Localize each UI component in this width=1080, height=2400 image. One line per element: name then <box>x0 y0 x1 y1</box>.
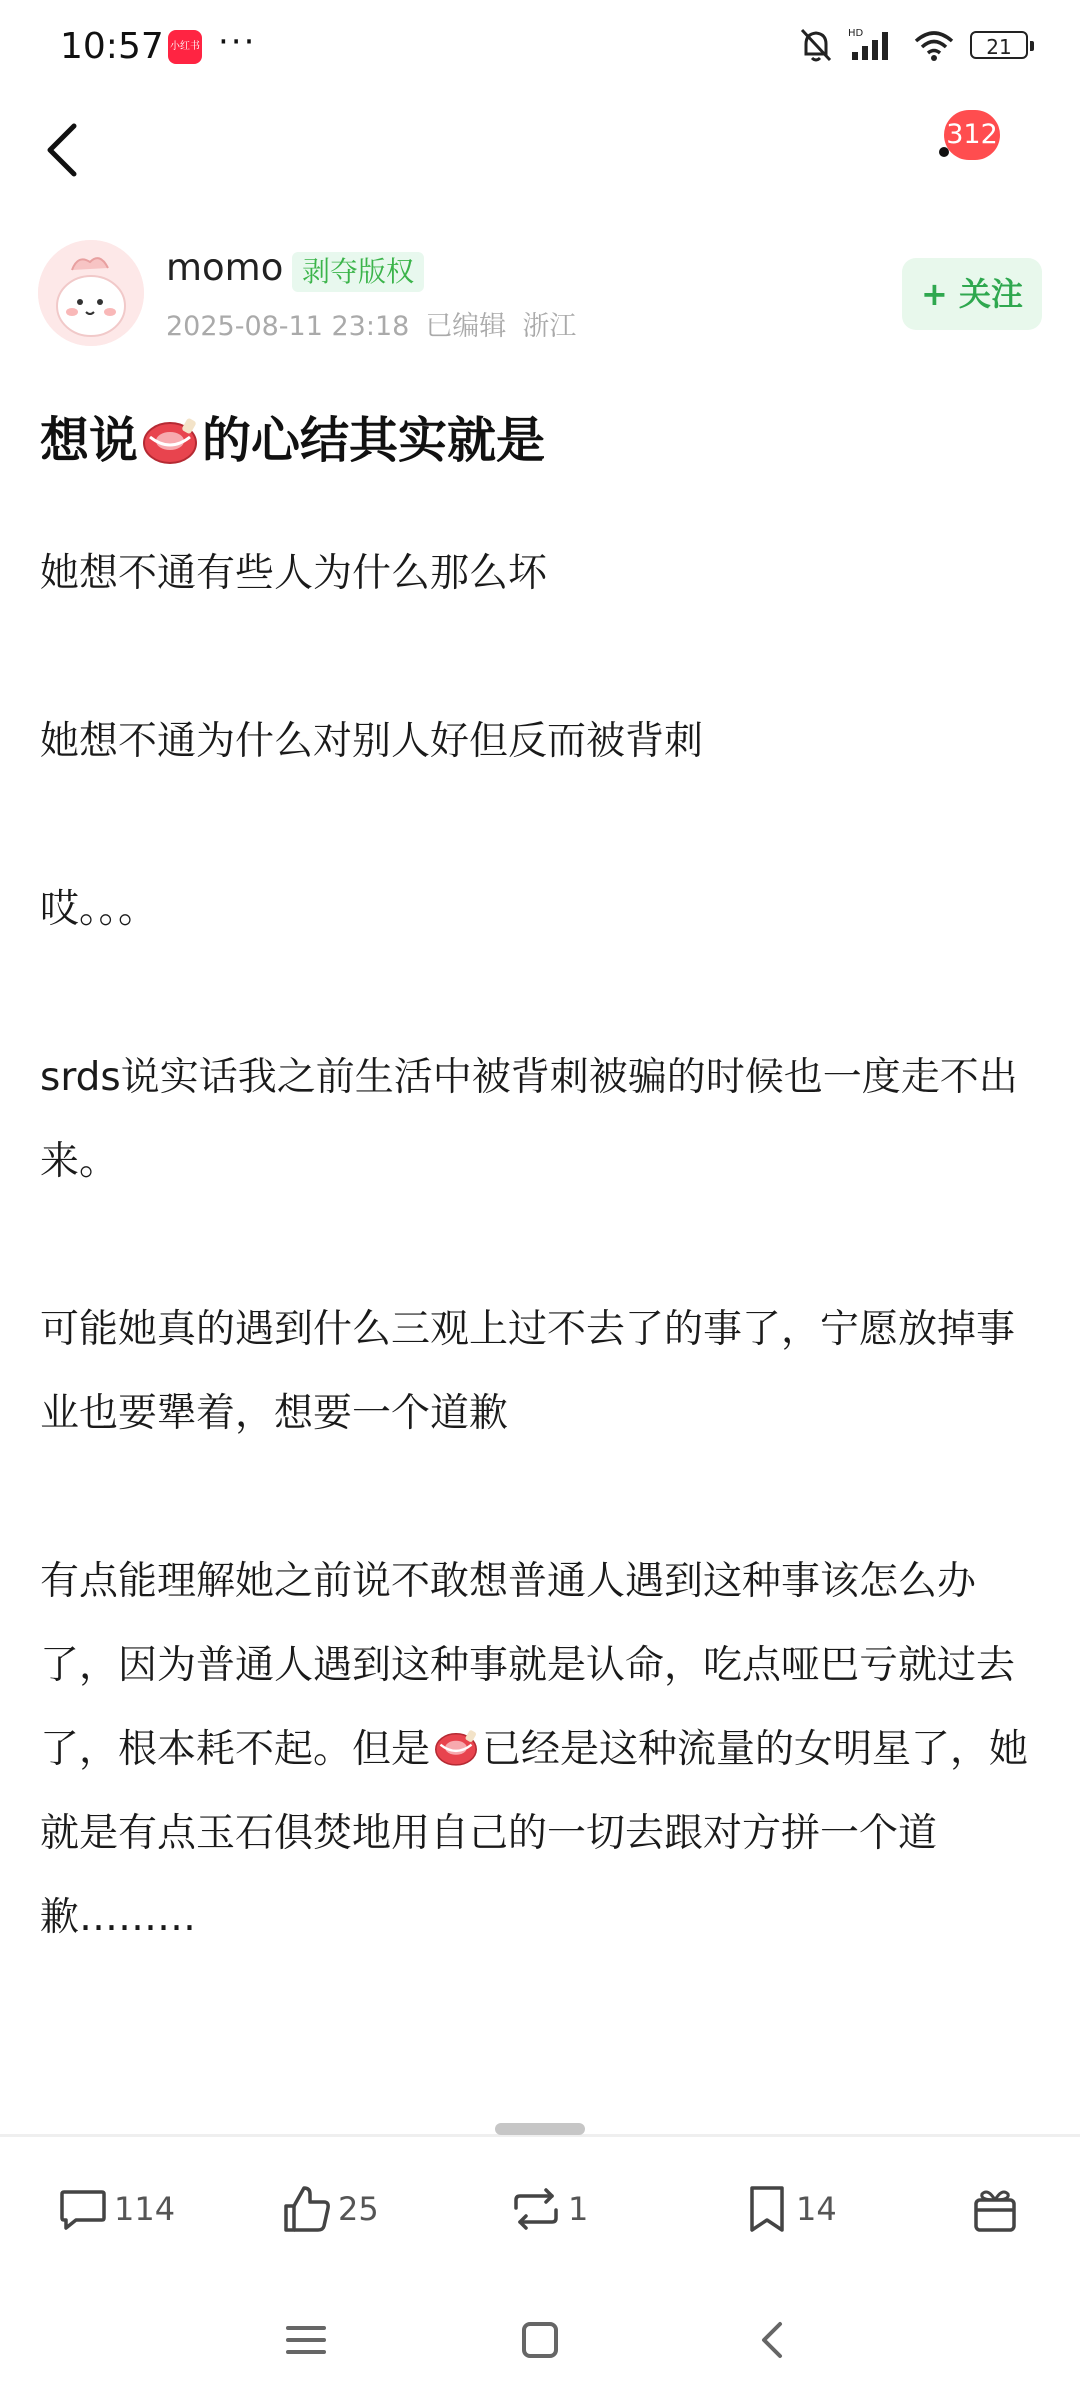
avatar[interactable] <box>38 240 144 346</box>
comment-button[interactable] <box>56 2179 175 2239</box>
favorite-count: 14 <box>796 2190 837 2228</box>
repost-button[interactable] <box>508 2179 588 2239</box>
like-button[interactable] <box>280 2179 379 2239</box>
paragraph-2: 她想不通为什么对别人好但反而被背刺 <box>40 719 704 764</box>
gift-button[interactable] <box>968 2179 1022 2239</box>
like-icon <box>280 2182 334 2236</box>
post-meta <box>166 304 592 343</box>
status-bar <box>0 0 1080 100</box>
status-icons <box>798 26 1028 64</box>
back-icon[interactable] <box>744 2310 804 2370</box>
bookmark-icon <box>742 2182 792 2236</box>
paragraph-6 <box>40 1540 1050 1960</box>
repost-icon <box>508 2182 564 2236</box>
copyright-tag: 剥夺版权 <box>292 252 424 292</box>
comment-icon <box>56 2182 110 2236</box>
avatar-image <box>38 240 144 346</box>
paragraph-5: 可能她真的遇到什么三观上过不去了的事了，宁愿放掉事业也要犟着，想要一个道歉 <box>40 1307 1016 1436</box>
like-count: 25 <box>338 2190 379 2228</box>
repost-count: 1 <box>568 2190 589 2228</box>
paragraph-6-end: 已经是这种流量的女明星了，她就是有点玉石俱焚地用自己的一切去跟对方拼一个道歉……… <box>40 1727 1029 1940</box>
author-name[interactable]: momo <box>166 246 284 289</box>
meat-emoji-icon <box>140 413 200 467</box>
cellular-signal-icon <box>848 26 898 64</box>
more-button[interactable] <box>926 112 1026 192</box>
favorite-button[interactable] <box>742 2179 837 2239</box>
paragraph-4: srds说实话我之前生活中被背刺被骗的时候也一度走不出来。 <box>40 1055 1018 1184</box>
drag-handle[interactable] <box>495 2123 585 2135</box>
paragraph-1: 她想不通有些人为什么那么坏 <box>40 551 548 596</box>
paragraph-6-start: 有点能理解她之前说不敢想普通人遇到这种事该怎么办了，因为普通人遇到这种事就是认命，吃点哑巴亏就过去了，根本耗不起。但是 <box>40 1559 1016 1772</box>
more-notifications-icon: ··· <box>218 22 257 62</box>
top-nav <box>0 100 1080 220</box>
follow-button[interactable]: + 关注 <box>902 258 1042 330</box>
author-row <box>0 238 1080 358</box>
menu-icon[interactable] <box>276 2310 336 2370</box>
notification-count-badge: 312 <box>944 110 1000 160</box>
post-date: 2025-08-11 23:18 <box>166 311 410 342</box>
app-notification-icon: 小红书 <box>168 30 202 64</box>
battery-icon: 21 <box>970 31 1028 59</box>
mute-bell-icon <box>798 26 834 64</box>
post-location: 浙江 <box>522 311 577 342</box>
meat-emoji-icon <box>432 1726 480 1768</box>
svg-text:HD: HD <box>848 28 864 39</box>
back-arrow-icon[interactable] <box>30 110 110 190</box>
paragraph-3: 哎。。。 <box>40 887 158 932</box>
comment-count: 114 <box>114 2190 176 2228</box>
title-text-start: 想说 <box>40 412 139 469</box>
system-nav-bar <box>0 2280 1080 2400</box>
home-icon[interactable] <box>510 2310 570 2370</box>
edited-label: 已编辑 <box>425 311 507 342</box>
status-time: 10:57 <box>60 26 164 67</box>
gift-icon <box>968 2182 1022 2236</box>
bottom-action-bar <box>0 2134 1080 2283</box>
post-title <box>40 408 1040 474</box>
wifi-icon <box>912 27 956 63</box>
title-text-end: 的心结其实就是 <box>202 412 546 469</box>
